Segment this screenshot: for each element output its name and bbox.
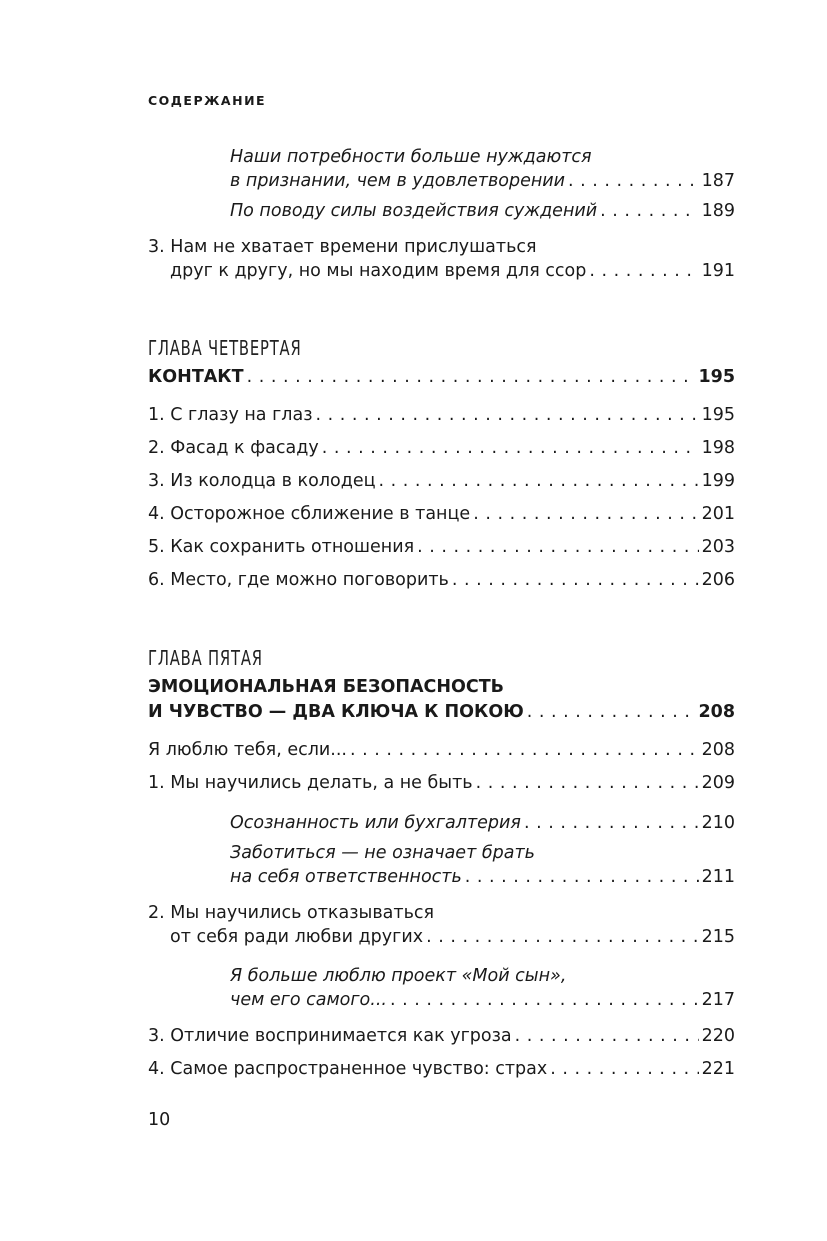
dot-leader <box>550 1058 698 1080</box>
toc-entry[interactable] <box>170 260 735 282</box>
toc-entry-line: Наши потребности больше нуждаются <box>230 147 592 167</box>
dot-leader <box>350 739 699 761</box>
dot-leader <box>476 772 699 794</box>
toc-entry[interactable] <box>148 503 735 525</box>
toc-page-number: 217 <box>701 990 735 1010</box>
toc-entry-line: Осознанность или бухгалтерия <box>230 813 521 833</box>
toc-page-number: 211 <box>701 867 735 887</box>
toc-page-number: 221 <box>701 1059 735 1079</box>
toc-page-number: 209 <box>701 773 735 793</box>
dot-leader <box>417 536 698 558</box>
dot-leader <box>322 437 699 459</box>
dot-leader <box>568 170 699 192</box>
toc-page-number: 189 <box>701 201 735 221</box>
toc-entry[interactable] <box>148 437 735 459</box>
chapter-title-text: ЭМОЦИОНАЛЬНАЯ БЕЗОПАСНОСТЬ <box>148 677 504 697</box>
toc-entry[interactable] <box>230 200 735 222</box>
toc-page-number: 195 <box>698 367 735 387</box>
chapter-title[interactable] <box>148 366 735 388</box>
chapter-title-text: И ЧУВСТВО — ДВА КЛЮЧА К ПОКОЮ <box>148 702 524 722</box>
toc-entry[interactable] <box>230 866 735 888</box>
toc-entry-line: от себя ради любви других <box>170 927 424 947</box>
toc-entry[interactable] <box>148 902 735 924</box>
toc-page-number: 210 <box>701 813 735 833</box>
toc-entry-line: Нам не хватает времени прислушаться <box>170 237 537 257</box>
dot-leader <box>452 569 699 591</box>
dot-leader <box>515 1025 699 1047</box>
toc-page-number: 208 <box>701 740 735 760</box>
toc-page-number: 208 <box>698 702 735 722</box>
toc-entry[interactable] <box>148 536 735 558</box>
toc-page-number: 220 <box>701 1026 735 1046</box>
toc-page-number: 199 <box>701 471 735 491</box>
dot-leader <box>426 926 699 948</box>
toc-page-number: 195 <box>701 405 735 425</box>
toc-entry-line: 3. Отличие воспринимается как угроза <box>148 1026 512 1046</box>
toc-page-number: 206 <box>701 570 735 590</box>
chapter-label: ГЛАВА ЧЕТВЕРТАЯ <box>148 336 302 360</box>
dot-leader <box>600 200 698 222</box>
toc-entry-line: 3. Из колодца в колодец <box>148 471 376 491</box>
dot-leader <box>379 470 699 492</box>
toc-entry-line: 2. Мы научились отказываться <box>148 903 435 923</box>
toc-entry-line: в признании, чем в удовлетворении <box>230 171 566 191</box>
toc-entry-line: Я люблю тебя, если... <box>148 740 347 760</box>
toc-entry-line: 6. Место, где можно поговорить <box>148 570 449 590</box>
toc-page-number: 198 <box>701 438 735 458</box>
running-head: СОДЕРЖАНИЕ <box>148 93 267 108</box>
toc-page-number: 187 <box>701 171 735 191</box>
toc-entry[interactable] <box>148 236 735 258</box>
toc-page-number: 203 <box>701 537 735 557</box>
toc-entry[interactable] <box>148 1058 735 1080</box>
toc-entry-line: 1. С глазу на глаз <box>148 405 313 425</box>
dot-leader <box>524 812 699 834</box>
toc-entry[interactable] <box>230 146 735 168</box>
dot-leader <box>473 503 698 525</box>
toc-entry-line: на себя ответственность <box>230 867 462 887</box>
toc-page-number: 215 <box>701 927 735 947</box>
toc-entry[interactable] <box>230 965 735 987</box>
dot-leader <box>465 866 699 888</box>
toc-page-number: 201 <box>701 504 735 524</box>
toc-entry-line: 4. Самое распространенное чувство: страх <box>148 1059 548 1079</box>
toc-entry-line: Я больше люблю проект «Мой сын», <box>230 966 567 986</box>
chapter-title-text: КОНТАКТ <box>148 367 244 387</box>
toc-entry-line: 4. Осторожное сближение в танце <box>148 504 471 524</box>
chapter-title[interactable] <box>148 676 735 698</box>
dot-leader <box>316 404 699 426</box>
toc-entry[interactable] <box>148 404 735 426</box>
toc-entry[interactable] <box>230 842 735 864</box>
toc-entry[interactable] <box>230 989 735 1011</box>
toc-entry[interactable] <box>170 926 735 948</box>
toc-entry[interactable] <box>230 170 735 192</box>
toc-entry-line: друг к другу, но мы находим время для ссор <box>170 261 587 281</box>
chapter-label: ГЛАВА ПЯТАЯ <box>148 646 263 670</box>
dot-leader <box>247 366 696 388</box>
toc-entry[interactable] <box>148 470 735 492</box>
page-number: 10 <box>148 1110 171 1130</box>
toc-page-number: 191 <box>701 261 735 281</box>
toc-entry-line: По поводу силы воздействия суждений <box>230 201 598 221</box>
toc-entry-line: 5. Как сохранить отношения <box>148 537 415 557</box>
dot-leader <box>390 989 699 1011</box>
toc-entry-line: Заботиться — не означает брать <box>230 843 535 863</box>
chapter-title[interactable] <box>148 701 735 723</box>
dot-leader <box>589 260 698 282</box>
toc-entry[interactable] <box>148 1025 735 1047</box>
toc-entry-line: 1. Мы научились делать, а не быть <box>148 773 473 793</box>
toc-entry-line: чем его самого... <box>230 990 387 1010</box>
toc-entry[interactable] <box>148 569 735 591</box>
dot-leader <box>527 701 696 723</box>
toc-entry[interactable] <box>148 772 735 794</box>
toc-entry-number: 3. <box>148 237 165 257</box>
toc-entry[interactable] <box>230 812 735 834</box>
toc-entry-line: 2. Фасад к фасаду <box>148 438 319 458</box>
toc-entry[interactable] <box>148 739 735 761</box>
